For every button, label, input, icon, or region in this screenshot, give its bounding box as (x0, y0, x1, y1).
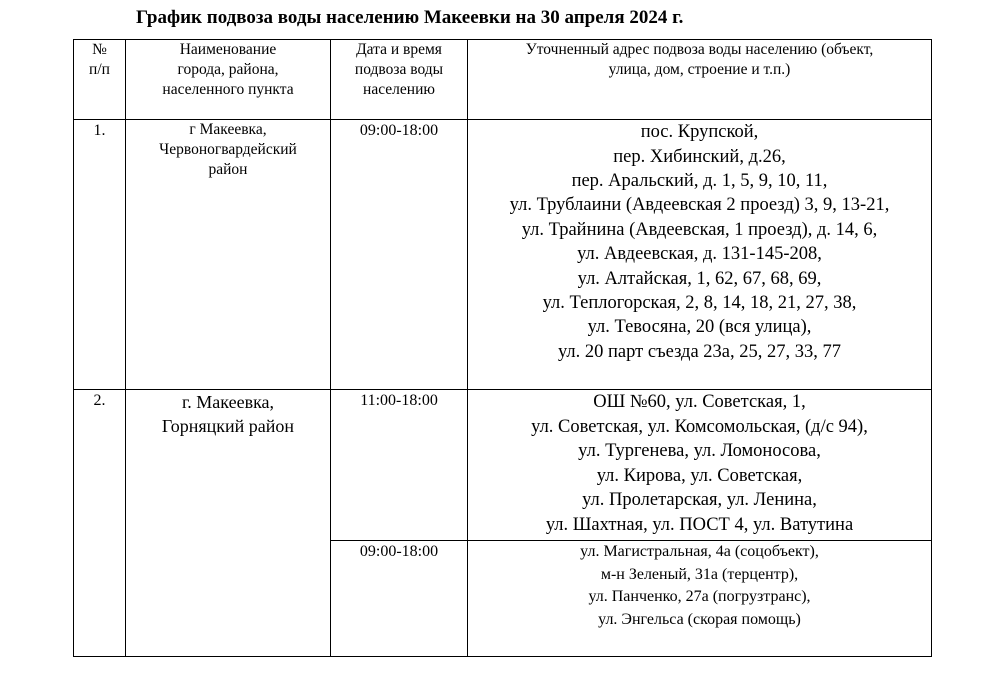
address-line: ОШ №60, ул. Советская, 1, (593, 392, 806, 413)
row-time: 09:00-18:00 (331, 120, 468, 390)
address-line: пер. Аральский, д. 1, 5, 9, 10, 11, (571, 170, 828, 191)
address-line: ул. Трублаини (Авдеевская 2 проезд) 3, 9, 13-21, (509, 195, 890, 216)
header-city: Наименование города, района, населенного пункта (126, 40, 331, 120)
row-address (468, 390, 932, 541)
header-row (74, 40, 932, 120)
address-line: ул. Теплогорская, 2, 8, 14, 18, 21, 27, 38, (542, 293, 857, 313)
address-line: пер. Хибинский, д.26, (613, 146, 786, 167)
address-line: ул. Панченко, 27а (погрузтранс), (588, 588, 811, 606)
row-time: 11:00-18:00 (331, 390, 468, 541)
address-line: ул. Тевосяна, 20 (вся улица), (587, 317, 812, 338)
water-schedule-table (73, 39, 932, 657)
table-row (74, 120, 932, 390)
address-line: ул. Энгельса (скорая помощь) (598, 610, 801, 628)
row-city: г Макеевка, Червоногвардейский район (126, 120, 331, 390)
address-line: пос. Крупской, (640, 122, 759, 143)
address-line: м-н Зеленый, 31а (терцентр), (600, 565, 799, 583)
address-line: ул. Магистральная, 4а (соцобъект), (580, 543, 819, 561)
page-title: График подвоза воды населению Макеевки на 30 апреля 2024 г. (136, 7, 684, 28)
address-line: ул. Авдеевская, д. 131-145-208, (577, 244, 822, 265)
row-city: г. Макеевка, Горняцкий район (126, 390, 331, 657)
header-num: № п/п (74, 40, 126, 120)
address-line: ул. Алтайская, 1, 62, 67, 68, 69, (577, 268, 822, 289)
row-address (468, 541, 932, 657)
address-line: ул. Пролетарская, ул. Ленина, (582, 490, 817, 511)
address-line: ул. Трайнина (Авдеевская, 1 проезд), д. 14, 6, (521, 219, 878, 240)
row-address (468, 120, 932, 390)
header-address: Уточненный адрес подвоза воды населению (объект, улица, дом, строение и т.п.) (468, 40, 932, 120)
address-line: ул. Тургенева, ул. Ломоносова, (578, 441, 821, 462)
row-time: 09:00-18:00 (331, 541, 468, 657)
address-line: ул. Шахтная, ул. ПОСТ 4, ул. Ватутина (545, 515, 854, 536)
header-datetime: Дата и время подвоза воды населению (331, 40, 468, 120)
address-line: ул. Советская, ул. Комсомольская, (д/с 94), (531, 416, 868, 437)
table-row (74, 390, 932, 541)
address-line: ул. Кирова, ул. Советская, (596, 465, 803, 486)
row-number: 1. (74, 120, 126, 390)
row-number: 2. (74, 390, 126, 657)
address-line: ул. 20 парт съезда 23а, 25, 27, 33, 77 (557, 341, 842, 362)
